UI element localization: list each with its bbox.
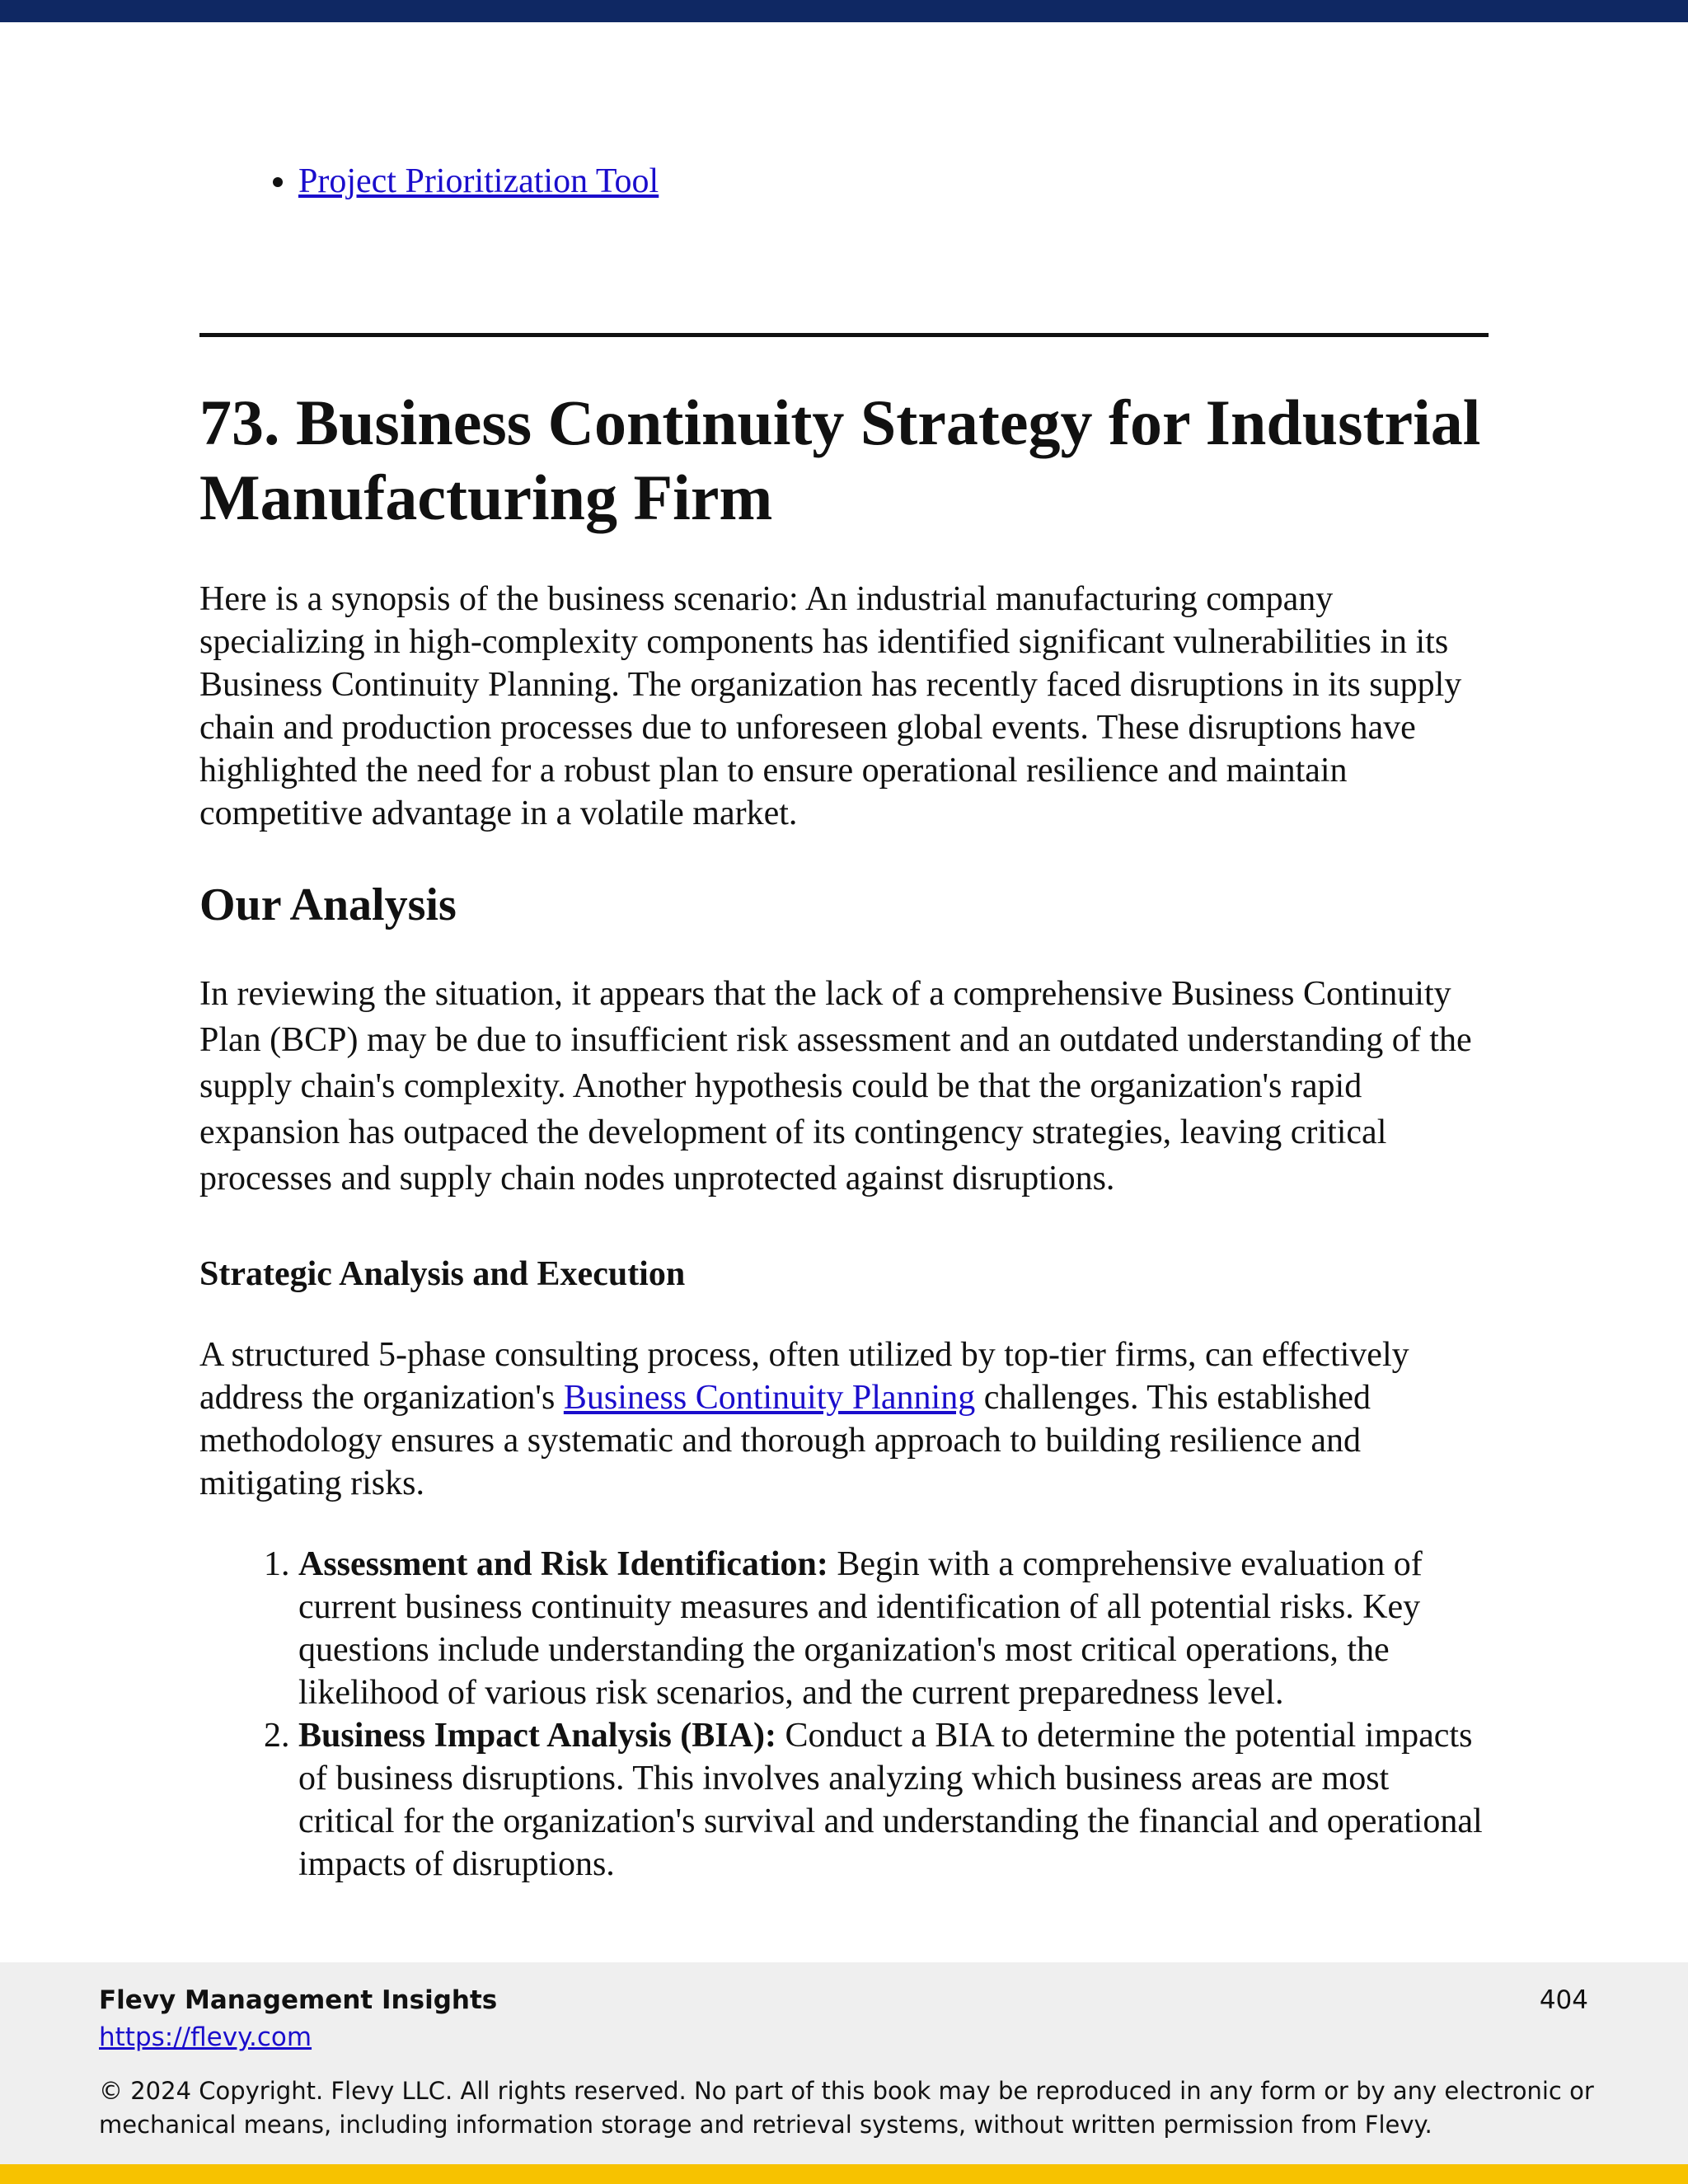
phase-description: Begin with a comprehensive evaluation of current business continuity measures and identification of all potential risks. Key questions include understanding the organization's most critical operations, the likelihood of various risk scenarios, and the current preparedness level.: [298, 1545, 1423, 1712]
business-continuity-planning-link[interactable]: Business Continuity Planning: [563, 1379, 976, 1417]
page-footer: [0, 1962, 1688, 2164]
footer-link[interactable]: https://flevy.com: [99, 2022, 312, 2052]
strategic-intro-text: A structured 5-phase consulting process, often utilized by top-tier firms, can effectively address the organization's: [199, 1336, 1409, 1417]
strategic-intro-paragraph: [199, 1333, 1489, 1505]
phases-list: [199, 1543, 1489, 1886]
section-divider: [199, 333, 1489, 337]
phase-title: Business Impact Analysis (BIA):: [298, 1717, 776, 1755]
page-content: [199, 157, 1489, 1886]
phase-title: Assessment and Risk Identification:: [298, 1545, 828, 1583]
analysis-heading: Our Analysis: [199, 879, 457, 930]
related-links-list: [199, 157, 1489, 206]
page-number: 404: [1539, 1985, 1588, 2015]
copyright-notice: © 2024 Copyright. Flevy LLC. All rights reserved. No part of this book may be reproduced in any form or by any electronic or mechanical means, including information storage and retrieval systems, without written permission from Flevy.: [99, 2077, 1594, 2139]
list-item: [298, 1543, 1489, 1714]
bottom-brand-bar: [0, 2164, 1688, 2184]
list-item: [298, 157, 1489, 206]
synopsis-paragraph: Here is a synopsis of the business scenario: An industrial manufacturing company specializing in high-complexity components has identified significant vulnerabilities in its Business Continuity Planning. The organization has recently faced disruptions in its supply chain and production processes due to unforeseen global events. These disruptions have highlighted the need for a robust plan to ensure operational resilience and maintain competitive advantage in a volatile market.: [199, 580, 1462, 832]
phase-description: Conduct a BIA to determine the potential impacts of business disruptions. This involves analyzing which business areas are most critical for the organization's survival and understanding the financial and operational impacts of disruptions.: [298, 1717, 1483, 1883]
analysis-paragraph: In reviewing the situation, it appears that the lack of a comprehensive Business Continuity Plan (BCP) may be due to insufficient risk assessment and an outdated understanding of the supply chain's complexity. Another hypothesis could be that the organization's rapid expansion has outpaced the development of its contingency strategies, leaving critical processes and supply chain nodes unprotected against disruptions.: [199, 975, 1472, 1197]
list-item: [298, 1714, 1489, 1886]
strategic-intro-text: challenges. This established methodology ensures a systematic and thorough approach to building resilience and mitigating risks.: [199, 1379, 1372, 1502]
strategic-heading: Strategic Analysis and Execution: [199, 1255, 686, 1293]
top-brand-bar: [0, 0, 1688, 22]
project-prioritization-tool-link[interactable]: Project Prioritization Tool: [298, 162, 659, 200]
footer-title: Flevy Management Insights: [99, 1985, 498, 2015]
page-title: 73. Business Continuity Strategy for Industrial Manufacturing Firm: [199, 387, 1481, 533]
